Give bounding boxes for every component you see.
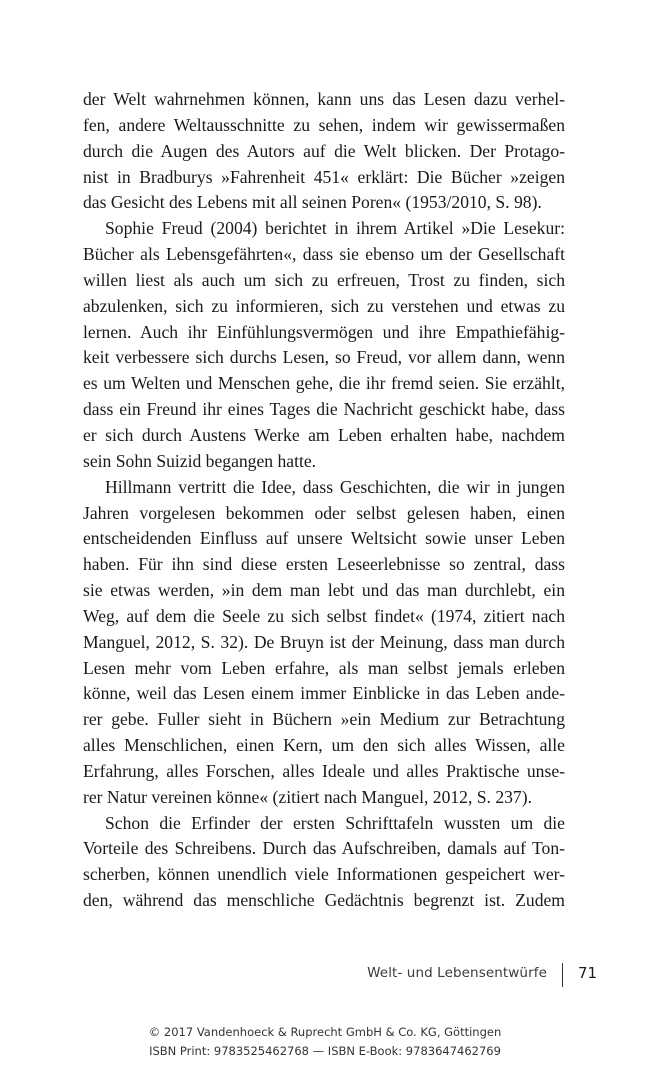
- text-line: keit verbessere sich durchs Lesen, so Freud, vor allem dann, wenn: [83, 347, 565, 368]
- text-line: fen, andere Weltausschnitte zu sehen, indem wir gewissermaßen: [83, 114, 565, 135]
- text-line: haben. Für ihn sind diese ersten Leseerlebnisse so zentral, dass: [83, 554, 565, 575]
- text-line: es um Welten und Menschen gehe, die ihr fremd seien. Sie erzählt,: [83, 373, 565, 394]
- text-line: Weg, auf dem die Seele zu sich selbst findet« (1974, zitiert nach: [83, 605, 565, 626]
- paragraph: [83, 475, 565, 811]
- footer-divider: [562, 963, 563, 987]
- text-line: Jahren vorgelesen bekommen oder selbst gelesen haben, einen: [83, 502, 565, 523]
- copyright-line: © 2017 Vandenhoeck & Ruprecht GmbH & Co. KG, Göttingen: [148, 1025, 502, 1039]
- text-line: Sophie Freud (2004) berichtet in ihrem Artikel »Die Lesekur:: [105, 218, 565, 239]
- text-line: könne, weil das Lesen einem immer Einblicke in das Leben ande-: [83, 683, 565, 704]
- text-line: abzulenken, sich zu informieren, sich zu verstehen und etwas zu: [83, 295, 565, 316]
- paragraph: [83, 811, 565, 914]
- text-line: sein Sohn Suizid begangen hatte.: [83, 450, 317, 471]
- running-title: Welt- und Lebensentwürfe: [367, 965, 547, 981]
- text-line: sie etwas werden, »in dem man lebt und das man durchlebt, ein: [83, 580, 565, 601]
- text-line: Bücher als Lebensgefährten«, dass sie ebenso um der Gesellschaft: [83, 244, 565, 265]
- text-line: rer Natur vereinen könne« (zitiert nach Manguel, 2012, S. 237).: [83, 786, 532, 807]
- paragraph: [83, 216, 565, 474]
- text-line: entscheidenden Einfluss auf unsere Weltsicht sowie unser Leben: [83, 528, 565, 549]
- text-line: nist in Bradburys »Fahrenheit 451« erklärt: Die Bücher »zeigen: [83, 166, 565, 187]
- text-line: den, während das menschliche Gedächtnis begrenzt ist. Zudem: [83, 890, 565, 911]
- text-line: Lesen mehr vom Leben erfahre, als man selbst jemals erleben: [83, 657, 565, 678]
- body-text: [83, 87, 565, 914]
- text-line: rer gebe. Fuller sieht in Büchern »ein Medium zur Betrachtung: [83, 709, 565, 730]
- text-line: durch die Augen des Autors auf die Welt blicken. Der Protago-: [83, 140, 565, 161]
- text-line: Schon die Erfinder der ersten Schrifttafeln wussten um die: [105, 812, 565, 833]
- text-line: der Welt wahrnehmen können, kann uns das Lesen dazu verhel-: [83, 89, 565, 109]
- text-line: scherben, können unendlich viele Informationen gespeichert wer-: [83, 864, 565, 885]
- text-line: Vorteile des Schreibens. Durch das Aufschreiben, damals auf Ton-: [83, 838, 565, 859]
- imprint: [0, 1023, 650, 1061]
- text-line: dass ein Freund ihr eines Tages die Nachricht geschickt habe, dass: [83, 399, 565, 420]
- text-line: alles Menschlichen, einen Kern, um den sich alles Wissen, alle: [83, 735, 565, 756]
- isbn-line: ISBN Print: 9783525462768 — ISBN E-Book: 9783647462769: [149, 1044, 501, 1058]
- text-line: er sich durch Austens Werke am Leben erhalten habe, nachdem: [83, 424, 565, 445]
- running-footer: [0, 963, 650, 987]
- text-line: willen liest als auch um sich zu erfreuen, Trost zu finden, sich: [83, 269, 565, 290]
- text-line: das Gesicht des Lebens mit all seinen Poren« (1953/2010, S. 98).: [83, 192, 542, 213]
- text-line: lernen. Auch ihr Einfühlungsvermögen und ihre Empathiefähig-: [83, 321, 565, 342]
- text-line: Hillmann vertritt die Idee, dass Geschichten, die wir in jungen: [105, 476, 565, 497]
- text-line: Manguel, 2012, S. 32). De Bruyn ist der Meinung, dass man durch: [83, 631, 565, 652]
- text-line: Erfahrung, alles Forschen, alles Ideale und alles Praktische unse-: [83, 760, 565, 781]
- paragraph: [83, 87, 565, 216]
- page-number: 71: [578, 964, 598, 982]
